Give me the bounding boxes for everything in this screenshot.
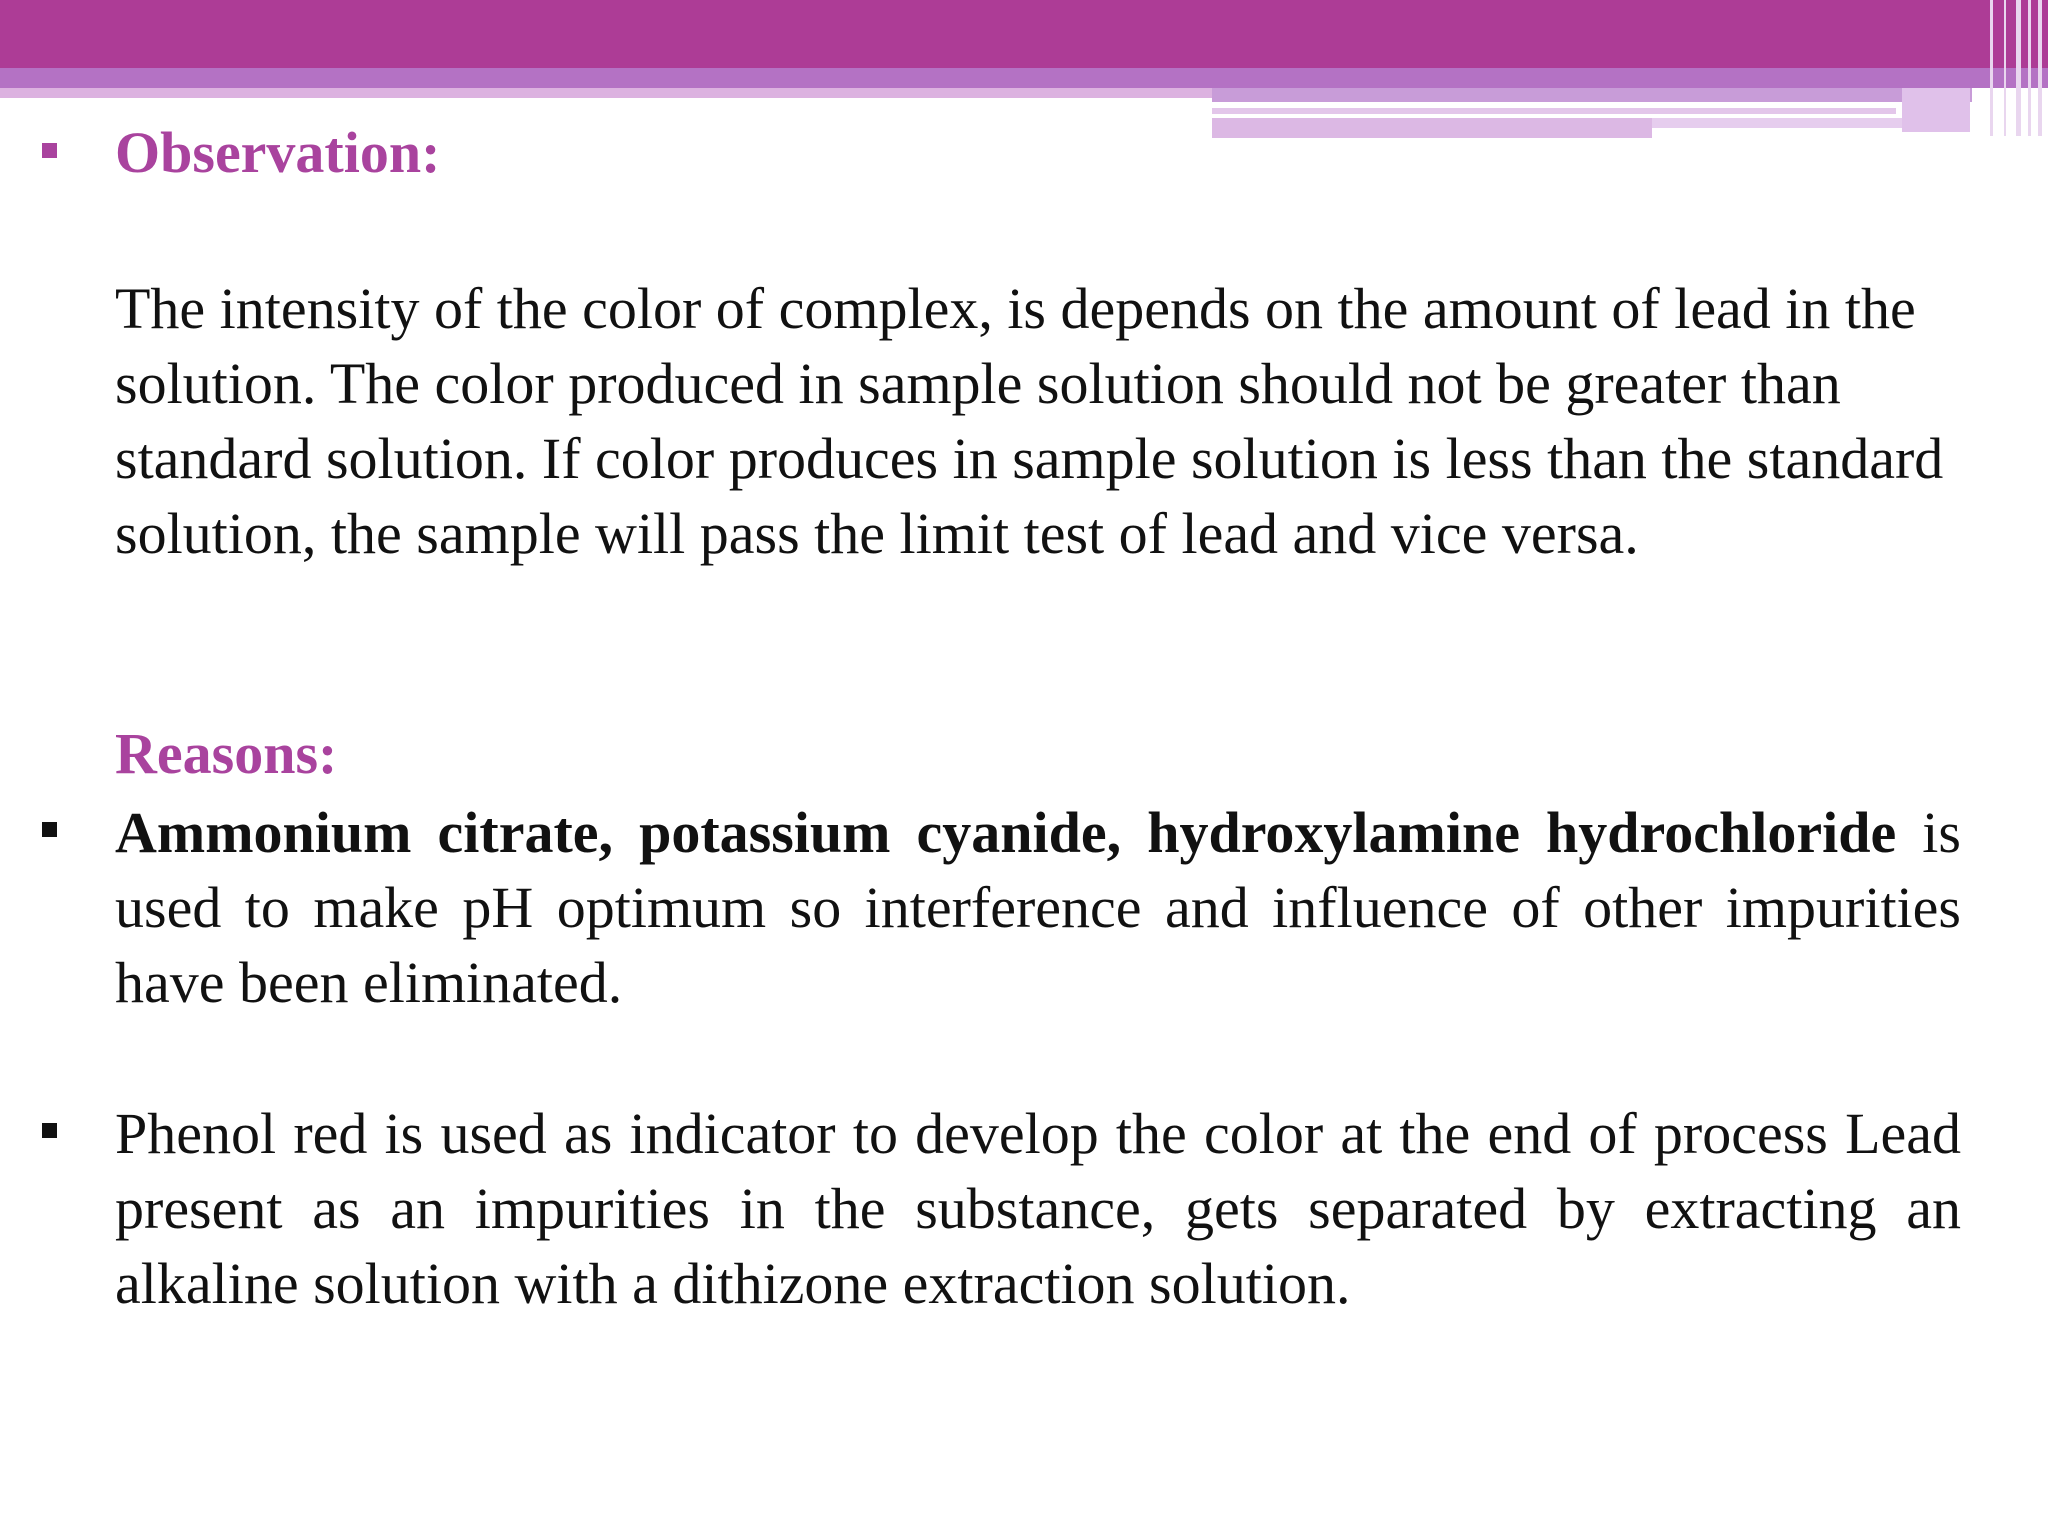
observation-heading: Observation: xyxy=(115,120,441,185)
observation-paragraph: The intensity of the color of complex, is depends on the amount of lead in the solution. The color produced in sample solution should not be greater than standard solution. If color produces in sample solution is less than the standard solution, the sample will pass the limit test of lead and vice versa. xyxy=(115,276,1944,566)
header-band-secondary xyxy=(0,68,2048,88)
reason-bullet-2: Phenol red is used as indicator to develop the color at the end of process Lead present as an impurities in the substance, gets separated by extracting an alkaline solution with a dithizone extraction solution. xyxy=(115,1101,1961,1316)
header-stripe-right-3 xyxy=(1212,118,1652,138)
reasons-heading: Reasons: xyxy=(115,721,338,786)
header-stripe-right-4 xyxy=(1652,118,1902,128)
header-stripe-right-1 xyxy=(1212,88,1972,102)
header-vertical-line xyxy=(2004,0,2006,136)
header-stripe-right-2 xyxy=(1212,108,1896,114)
reason-bullet-1-bold: Ammonium citrate, potassium cyanide, hydroxylamine hydrochloride xyxy=(115,800,1897,865)
reason-bullet-1 xyxy=(115,795,1961,1020)
header-stripe-left xyxy=(0,88,1212,98)
header-vertical-line xyxy=(1990,0,1993,136)
header-corner-block xyxy=(1902,88,1970,132)
square-bullet-icon xyxy=(42,822,57,837)
header-vertical-line xyxy=(2028,0,2031,136)
header-band xyxy=(0,0,2048,68)
header-vertical-line xyxy=(2016,0,2021,136)
square-bullet-icon xyxy=(42,143,57,158)
square-bullet-icon xyxy=(42,1123,57,1138)
reason-bullet-1-text: is used to make pH optimum so interference and influence of other impurities have been eliminated. xyxy=(115,800,1961,1015)
header-vertical-line xyxy=(2038,0,2042,136)
